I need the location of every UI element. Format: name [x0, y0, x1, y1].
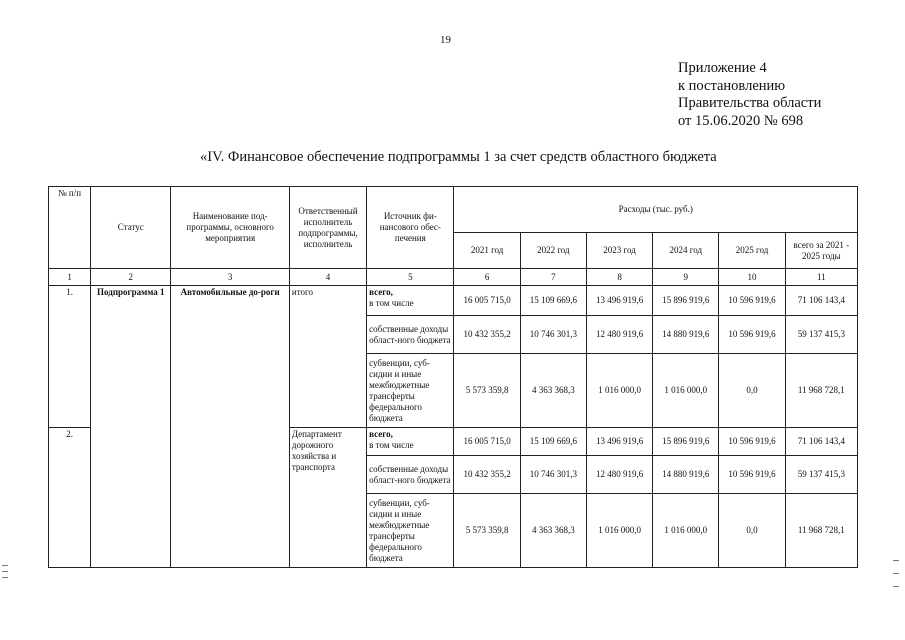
value-cell: 0,0 — [719, 354, 785, 428]
value-cell: 10 596 919,6 — [719, 316, 785, 354]
value-cell: 5 573 359,8 — [454, 494, 520, 568]
index-cell: 8 — [586, 269, 652, 286]
value-cell: 12 480 919,6 — [586, 316, 652, 354]
value-cell: 14 880 919,6 — [653, 316, 719, 354]
value-cell: 10 746 301,3 — [520, 316, 586, 354]
source-cell — [367, 428, 454, 456]
index-cell: 1 — [49, 269, 91, 286]
header-total: всего за 2021 - 2025 годы — [785, 233, 857, 269]
index-row — [49, 269, 858, 286]
row-executor: итого — [289, 286, 366, 428]
value-cell: 11 968 728,1 — [785, 494, 857, 568]
header-executor: Ответственный исполнитель подпрограммы, исполнитель — [289, 187, 366, 269]
source-label: в том числе — [369, 298, 414, 308]
value-cell: 59 137 415,3 — [785, 456, 857, 494]
header-year-2024: 2024 год — [653, 233, 719, 269]
value-cell: 12 480 919,6 — [586, 456, 652, 494]
value-cell: 10 596 919,6 — [719, 428, 785, 456]
index-cell: 4 — [289, 269, 366, 286]
value-cell: 1 016 000,0 — [653, 494, 719, 568]
header-source: Источник фи-нансового обес-печения — [367, 187, 454, 269]
annex-line-4: от 15.06.2020 № 698 — [678, 112, 804, 129]
value-cell: 1 016 000,0 — [586, 494, 652, 568]
source-label-bold: всего, — [369, 287, 393, 297]
value-cell: 5 573 359,8 — [454, 354, 520, 428]
index-cell: 2 — [91, 269, 171, 286]
section-title: «IV. Финансовое обеспечение подпрограммы 1 за счет средств областного бюджета — [200, 149, 717, 165]
header-expenses: Расходы (тыс. руб.) — [454, 187, 858, 233]
row-num: 1. — [49, 286, 91, 428]
index-cell: 6 — [454, 269, 520, 286]
row-name: Автомобильные до-роги — [171, 286, 289, 568]
value-cell: 71 106 143,4 — [785, 286, 857, 316]
value-cell: 0,0 — [719, 494, 785, 568]
source-cell: собственные доходы област-ного бюджета — [367, 456, 454, 494]
left-margin-marks — [2, 565, 8, 585]
index-cell: 11 — [785, 269, 857, 286]
value-cell: 15 896 919,6 — [653, 286, 719, 316]
value-cell: 4 363 368,3 — [520, 354, 586, 428]
page-number: 19 — [440, 34, 451, 46]
value-cell: 13 496 919,6 — [586, 286, 652, 316]
header-num: № п/п — [49, 187, 91, 269]
source-label: в том числе — [369, 440, 414, 450]
value-cell: 10 432 355,2 — [454, 456, 520, 494]
header-year-2022: 2022 год — [520, 233, 586, 269]
value-cell: 16 005 715,0 — [454, 286, 520, 316]
source-cell — [367, 286, 454, 316]
header-status: Статус — [91, 187, 171, 269]
row-num: 2. — [49, 428, 91, 568]
annex-line-3: Правительства области — [678, 95, 822, 111]
header-year-2021: 2021 год — [454, 233, 520, 269]
value-cell: 11 968 728,1 — [785, 354, 857, 428]
value-cell: 16 005 715,0 — [454, 428, 520, 456]
value-cell: 1 016 000,0 — [586, 354, 652, 428]
table-row — [49, 286, 858, 316]
row-executor: Департамент дорожного хозяйства и транспорта — [289, 428, 366, 568]
value-cell: 14 880 919,6 — [653, 456, 719, 494]
value-cell: 10 596 919,6 — [719, 286, 785, 316]
value-cell: 10 432 355,2 — [454, 316, 520, 354]
annex-block — [678, 60, 821, 130]
financing-table — [48, 186, 858, 568]
value-cell: 15 109 669,6 — [520, 286, 586, 316]
value-cell: 59 137 415,3 — [785, 316, 857, 354]
value-cell: 15 896 919,6 — [653, 428, 719, 456]
header-year-2025: 2025 год — [719, 233, 785, 269]
source-cell: субвенции, суб-сидии и иные межбюджетные трансферты федерального бюджета — [367, 354, 454, 428]
right-margin-marks — [893, 560, 899, 600]
row-status: Подпрограмма 1 — [91, 286, 171, 568]
source-cell: субвенции, суб-сидии и иные межбюджетные трансферты федерального бюджета — [367, 494, 454, 568]
value-cell: 13 496 919,6 — [586, 428, 652, 456]
index-cell: 9 — [653, 269, 719, 286]
header-name: Наименование под-программы, основного мероприятия — [171, 187, 289, 269]
value-cell: 71 106 143,4 — [785, 428, 857, 456]
source-label-bold: всего, — [369, 429, 393, 439]
value-cell: 4 363 368,3 — [520, 494, 586, 568]
value-cell: 1 016 000,0 — [653, 354, 719, 428]
index-cell: 5 — [367, 269, 454, 286]
annex-line-1: Приложение 4 — [678, 60, 767, 76]
header-year-2023: 2023 год — [586, 233, 652, 269]
annex-line-2: к постановлению — [678, 77, 786, 94]
index-cell: 3 — [171, 269, 289, 286]
index-cell: 10 — [719, 269, 785, 286]
value-cell: 10 746 301,3 — [520, 456, 586, 494]
index-cell: 7 — [520, 269, 586, 286]
value-cell: 10 596 919,6 — [719, 456, 785, 494]
value-cell: 15 109 669,6 — [520, 428, 586, 456]
source-cell: собственные доходы област-ного бюджета — [367, 316, 454, 354]
